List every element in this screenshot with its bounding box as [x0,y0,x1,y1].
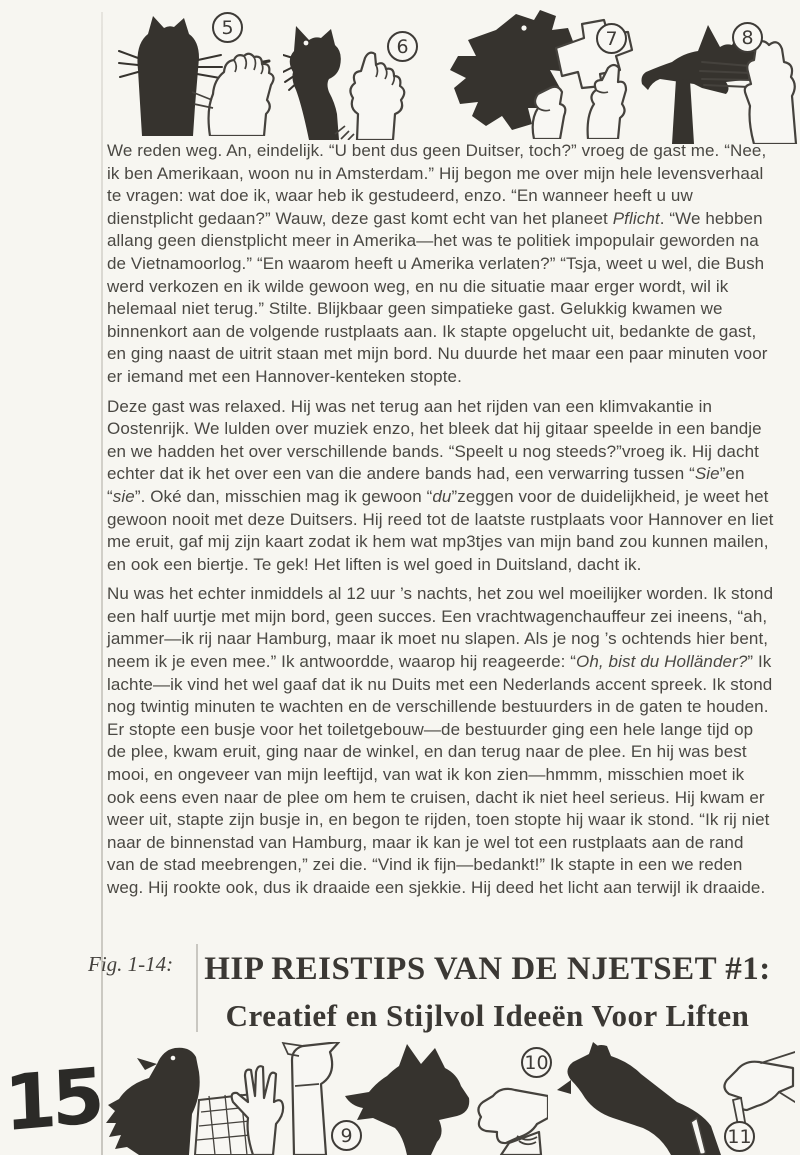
fox-shadow-icon [343,1040,548,1155]
figure-number-badge: 6 [387,31,418,62]
paragraph: We reden weg. An, eindelijk. “U bent dus geen Duitser, toch?” vroeg de gast me. “Nee, ik ben Amerikaan, woon nu in Amsterdam.” Hij begon me over mijn hele levensverhaal te vragen: wat doe ik, waar heb ik gestudeerd, enzo. “En wanneer heeft u uw dienstplicht gedaan?” Wauw, deze gast komt echt van het planeet Pflicht. “We hebben allang geen dienstplicht meer in Amerika—het was te politiek impopulair geworden na de Vietnamoorlog.” “En waarom heeft u Amerika verlaten?” “Tsja, weet u wel, die Bush werd verkozen en ik wilde gewoon weg, en nu die situatie maar erger wordt, wil ik helemaal niet terug.” Stilte. Blijkbaar geen simpatieke gast. Gelukkig kwamen we binnenkort aan de volgende rustplaats aan. Ik stapte opgelucht uit, bedankte de gast, en ging naast de uitrit staan met mijn bord. Nu duurde het maar een paar minuten voor er iemand met een Hannover-kenteken stopte. [107,141,768,386]
shadow-figure-11 [555,1040,795,1155]
handwritten-page-number: 15 [2,1050,102,1149]
figure-number-badge: 11 [724,1121,755,1152]
paragraph: Deze gast was relaxed. Hij was net terug aan het rijden van een klimvakantie in Oostenrijk. We lulden over muziek enzo, het bleek dat hij gitaar speelde in een bandje en we hadden het over verschillende bands. “Speelt u nog steeds?”vroeg ik. Hij dacht echter dat ik het over een van die andere bands had, een verwarring tussen “Sie”en “sie”. Oké dan, misschien mag ik gewoon “du”zeggen voor de duidelijkheid, je weet het gewoon nooit met deze Duitsers. Hij reed tot de laatste rustplaats voor Hannover en liet me eruit, gaf mij zijn kaart zodat ik hem wat mp3tjes van mijn band zou kunnen mailen, en ook een biertje. Te gek! Het liften is wel goed in Duitsland, dacht ik. [107,396,774,574]
goose-shadow-icon [103,1042,343,1155]
figure-number-badge: 10 [521,1047,552,1078]
shadow-figure-6 [283,8,423,145]
camel-shadow-icon [555,1040,795,1155]
figure-number-badge: 5 [212,12,243,43]
cat-profile-shadow-icon [283,8,423,140]
figure-number-badge: 8 [732,22,763,53]
shadow-figure-10 [343,1040,548,1155]
caption-line-2: Creatief en Stijlvol Ideeën Voor Liften [225,998,750,1033]
caption-line-1: HIP REISTIPS VAN DE NJETSET #1: [204,951,771,987]
cat-shadow-icon [118,8,293,136]
shadow-figure-5 [118,8,293,141]
shadow-figure-9 [103,1042,343,1155]
figure-label: Fig. 1-14: [88,952,174,976]
figure-number-badge: 7 [596,23,627,54]
figure-caption-title [195,946,780,1038]
figure-number-badge: 9 [331,1120,362,1151]
shadow-figure-8 [638,22,798,149]
paragraph: Nu was het echter inmiddels al 12 uur ’s nachts, het zou wel moeilijker worden. Ik stond een half uurtje met mijn bord, geen succes. Een vrachtwagenchauffeur zei ineens, “ah, jammer—ik rij naar Hamburg, maar ik moet nu slapen. Als je nog ’s ochtends hier bent, neem ik je even mee.” Ik antwoordde, waarop hij reageerde: “Oh, bist du Holländer?” Ik lachte—ik vind het wel gaaf dat ik nu Duits met een Nederlands accent spreek. Ik stond nog twintig minuten te wachten en de verschillende bestuurders in de gaten te houden. Er stopte een busje voor het toiletgebouw—de bestuurder ging een hele lange tijd op de plee, kwam eruit, ging naar de winkel, en dan terug naar de plee. En hij was best mooi, en ongeveer van mijn leeftijd, van wat ik kon zien—hmmm, misschien moet ik ook eens even naar de plee om hem te cruisen, dacht ik niet heel serieus. Hij kwam er weer uit, stapte zijn busje in, en begon te rijden, toen stopte hij waar ik stond. “Ik rij niet naar de binnenstad van Hamburg, maar ik kan je wel tot een rustplaats aan de rand van de stad meebrengen,” zei die. “Vind ik fijn—bedankt!” Ik stapte in een we reden weg. Hij rookte ook, dus ik draaide een sjekkie. Hij deed het licht aan terwijl ik draaide. [107,584,774,897]
wolf-shadow-icon [638,22,798,144]
scan-edge-line [101,12,103,1155]
article-text [107,140,775,907]
